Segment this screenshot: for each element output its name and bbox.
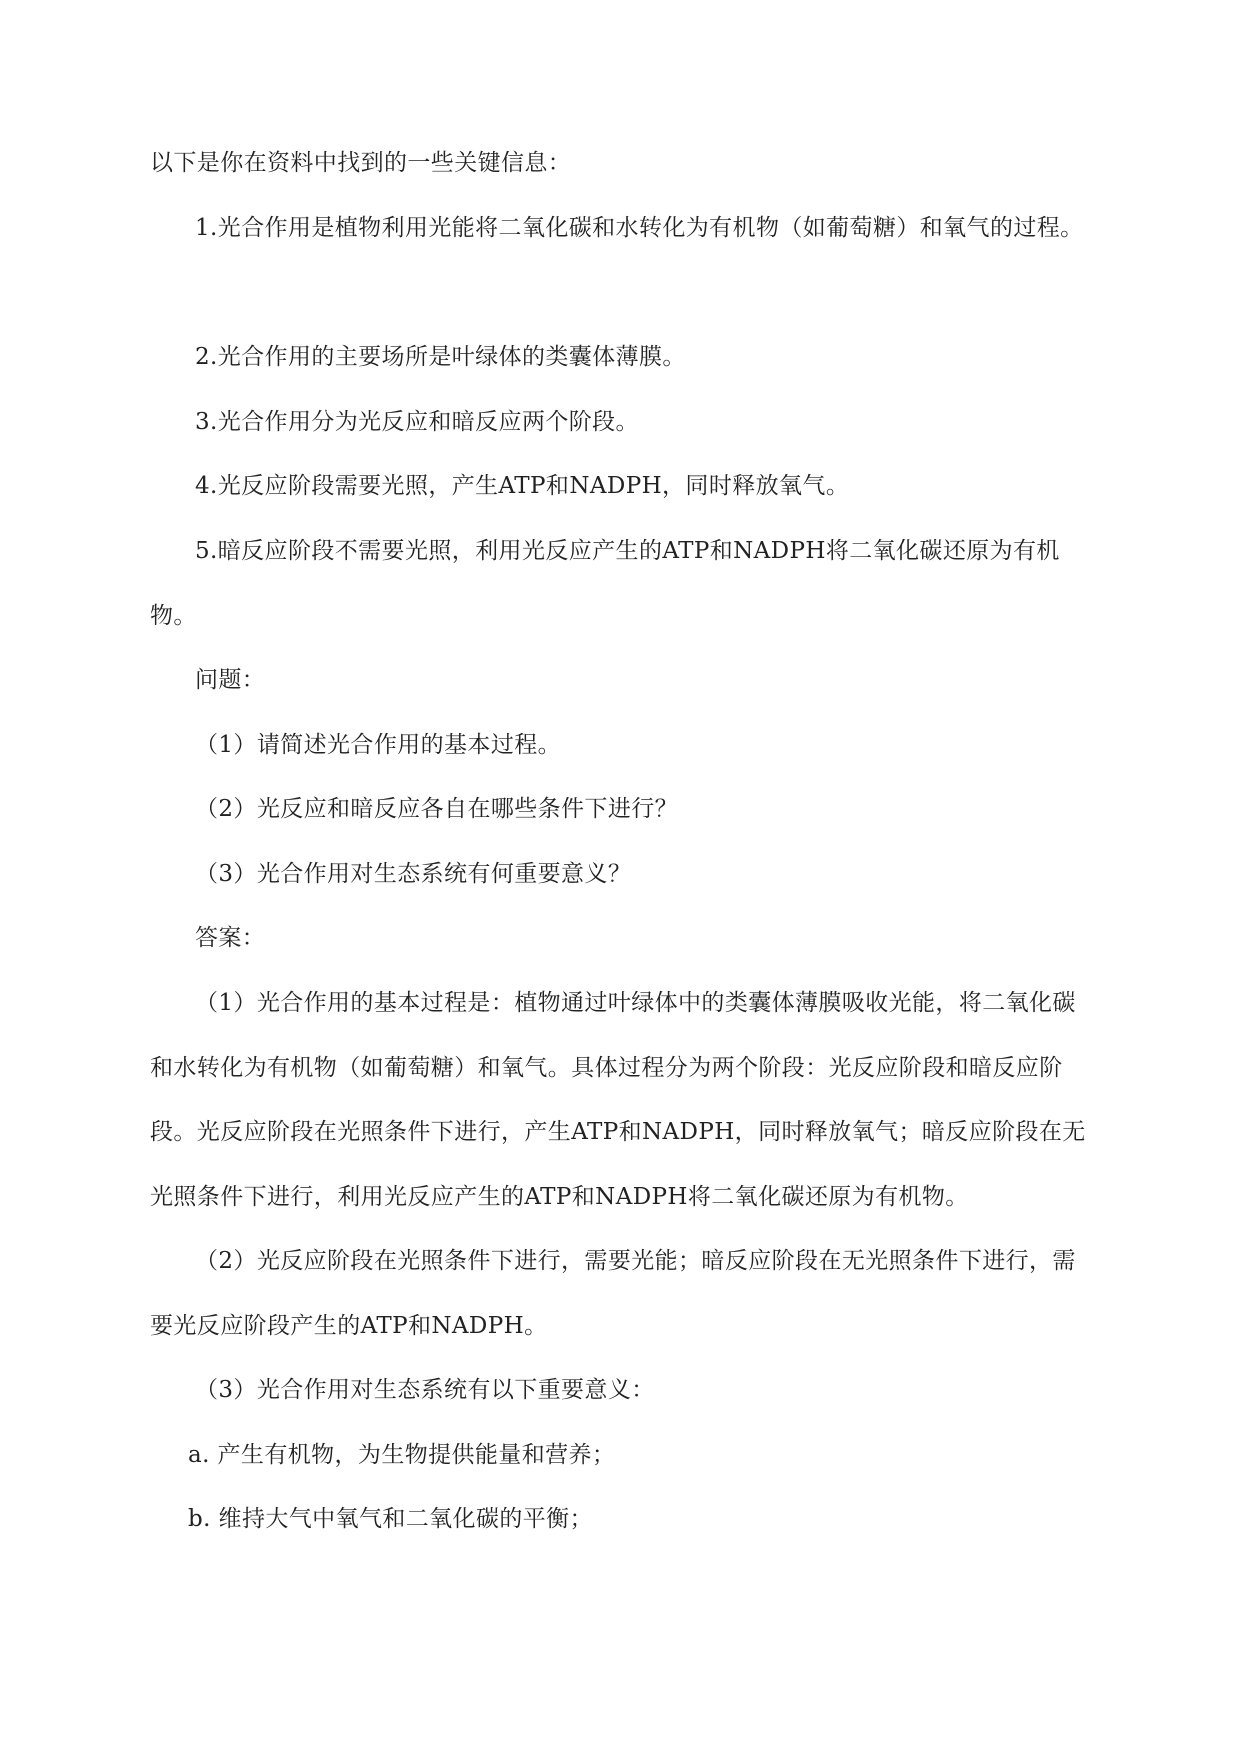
fact-item-1: 1.光合作用是植物利用光能将二氧化碳和水转化为有机物（如葡萄糖）和氧气的过程。 — [195, 215, 1084, 241]
fact-item-5: 5.暗反应阶段不需要光照，利用光反应产生的ATP和NADPH将二氧化碳还原为有机物。 — [150, 538, 1060, 629]
question-item-3: （3）光合作用对生态系统有何重要意义？ — [195, 861, 632, 887]
answer-item-2: （2）光反应阶段在光照条件下进行，需要光能；暗反应阶段在无光照条件下进行，需要光反应阶段产生的ATP和NADPH。 — [150, 1248, 1076, 1339]
questions-heading: 问题： — [195, 667, 266, 693]
fact-item-4: 4.光反应阶段需要光照，产生ATP和NADPH，同时释放氧气。 — [195, 473, 850, 499]
answer-item-3: （3）光合作用对生态系统有以下重要意义： — [195, 1377, 655, 1403]
significance-item-b: b. 维持大气中氧气和二氧化碳的平衡； — [188, 1506, 593, 1532]
question-item-1: （1）请简述光合作用的基本过程。 — [195, 732, 562, 758]
answers-heading: 答案： — [195, 925, 266, 951]
significance-item-a: a. 产生有机物，为生物提供能量和营养； — [188, 1442, 616, 1468]
answer-item-1: （1）光合作用的基本过程是：植物通过叶绿体中的类囊体薄膜吸收光能，将二氧化碳和水转化为有机物（如葡萄糖）和氧气。具体过程分为两个阶段：光反应阶段和暗反应阶段。光反应阶段在光照条件下进行，产生ATP和NADPH，同时释放氧气；暗反应阶段在无光照条件下进行，利用光反应产生的ATP和NADPH将二氧化碳还原为有机物。 — [150, 990, 1086, 1210]
fact-item-2: 2.光合作用的主要场所是叶绿体的类囊体薄膜。 — [195, 344, 686, 370]
fact-item-3: 3.光合作用分为光反应和暗反应两个阶段。 — [195, 409, 639, 435]
intro-text: 以下是你在资料中找到的一些关键信息： — [150, 150, 572, 176]
question-item-2: （2）光反应和暗反应各自在哪些条件下进行？ — [195, 796, 679, 822]
